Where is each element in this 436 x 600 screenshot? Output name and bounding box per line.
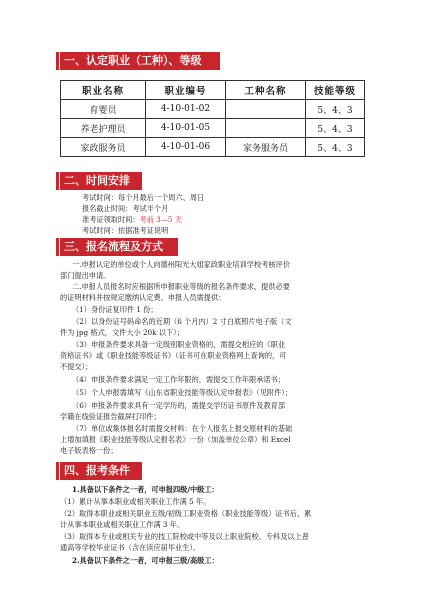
col-header-occupation: 职业名称	[61, 81, 146, 100]
col-header-level: 技能等级	[306, 81, 365, 100]
section-heading-text: 一、认定职业（工种）、等级	[64, 54, 202, 67]
process-line: 学籍在线验证报告截屏打印件；	[60, 412, 161, 421]
condition-heading: 2.具备以下条件之一者，可申报三级/高级工：	[72, 556, 219, 565]
highlight-text: 考前 3—5 天	[139, 215, 182, 224]
col-header-work-type: 工种名称	[226, 81, 306, 100]
process-line: （1）身份证复印件 1 份；	[72, 305, 158, 314]
table-header-row	[61, 81, 365, 100]
table-cell: 家政服务员	[61, 138, 146, 157]
table-cell: 5、4、3	[306, 100, 365, 119]
process-line: 二.申报人员报名时应根据所申报职业等级的报名条件要求，提供必要	[72, 282, 290, 291]
section-heading-text: 二、时间安排	[64, 174, 130, 187]
schedule-line: 考试时间：依据准考证说明	[82, 226, 169, 235]
process-line: （2）以身份证号码命名的近期（6 个月内）2 寸白底照片电子版（文	[72, 317, 292, 326]
table-cell: 5、4、3	[306, 119, 365, 138]
table-cell: 4-10-01-06	[146, 138, 226, 157]
condition-line: 通高等学校毕业证书（含在读应届毕业生）。	[60, 543, 201, 552]
table-cell: 家务服务员	[226, 138, 306, 157]
schedule-line: 准考证领取时间：考前 3—5 天	[82, 215, 182, 224]
process-line: 资格证书》或《职业技能等级证书》（证书可在职业资格网上查询的，可	[60, 351, 287, 360]
section-heading-text: 四、报考条件	[64, 464, 130, 477]
table-cell	[226, 100, 306, 119]
section-heading-3	[60, 238, 178, 256]
process-line: 件为 jpg 格式，文件大小 20k 以下）；	[60, 328, 184, 337]
process-line: 一.申报认定的单位或个人向德州阳光大姐家政职业培训学校考核评价	[72, 260, 290, 269]
condition-heading: 1.具备以下条件之一者，可申报四级/中级工：	[72, 485, 219, 494]
table-cell: 4-10-01-02	[146, 100, 226, 119]
table-cell: 5、4、3	[306, 138, 365, 157]
section-heading-2	[60, 172, 142, 190]
process-line: （5）个人申报需填写《山东省职业技能等级认定申报表》（见附件）；	[72, 388, 293, 397]
occupation-table	[60, 80, 365, 157]
condition-line: 计从事本职业或相关职业工作满 3 年。	[60, 520, 185, 529]
process-line: 电子版表格一份；	[60, 446, 118, 455]
section-heading-1	[60, 52, 220, 70]
table-row	[61, 138, 365, 157]
table-row	[61, 100, 365, 119]
condition-line: （2）取得本职业或相关职业五级/初级工职业资格（职业技能等级）证书后，累	[60, 509, 312, 518]
process-line: 上增加填报《职业技能等级认定报名表》一份（加盖单位公章）和 Excel	[60, 435, 291, 444]
table-row	[61, 119, 365, 138]
table-cell: 育婴员	[61, 100, 146, 119]
schedule-line: 考试时间：每个月最后一个周六、周日	[82, 193, 205, 202]
table-cell: 4-10-01-05	[146, 119, 226, 138]
process-line: （7）单位或集体报名时需提交材料：在个人报名上报交原材料的基础	[72, 424, 293, 433]
process-line: （3）申报条件要求具备一定级别职业资格的，需提交相应的《职业	[72, 340, 286, 349]
process-line: 部门提出申请。	[60, 271, 111, 280]
schedule-line: 报名截止时间：考试半个月	[82, 204, 169, 213]
section-heading-text: 三、报名流程及方式	[64, 240, 163, 253]
condition-line: （1）累计从事本职业或相关职业工作满 5 年。	[60, 497, 211, 506]
table-cell	[226, 119, 306, 138]
process-line: （6）申报条件要求具有一定学历的，需提交学历证书原件及教育部	[72, 401, 286, 410]
process-line: 不提交）；	[60, 362, 93, 371]
process-line: （4）申报条件要求满足一定工作年限的，需提交工作年限承诺书；	[72, 375, 286, 384]
section-heading-4	[60, 462, 142, 480]
table-cell: 养老护理员	[61, 119, 146, 138]
process-line: 的证明材料并按规定缴纳认定费。申报人员需提供：	[60, 293, 226, 302]
condition-line: （3）取得本专业或相关专业的技工院校或中等及以上职业院校、专科及以上普	[60, 532, 309, 541]
col-header-code: 职业编号	[146, 81, 226, 100]
